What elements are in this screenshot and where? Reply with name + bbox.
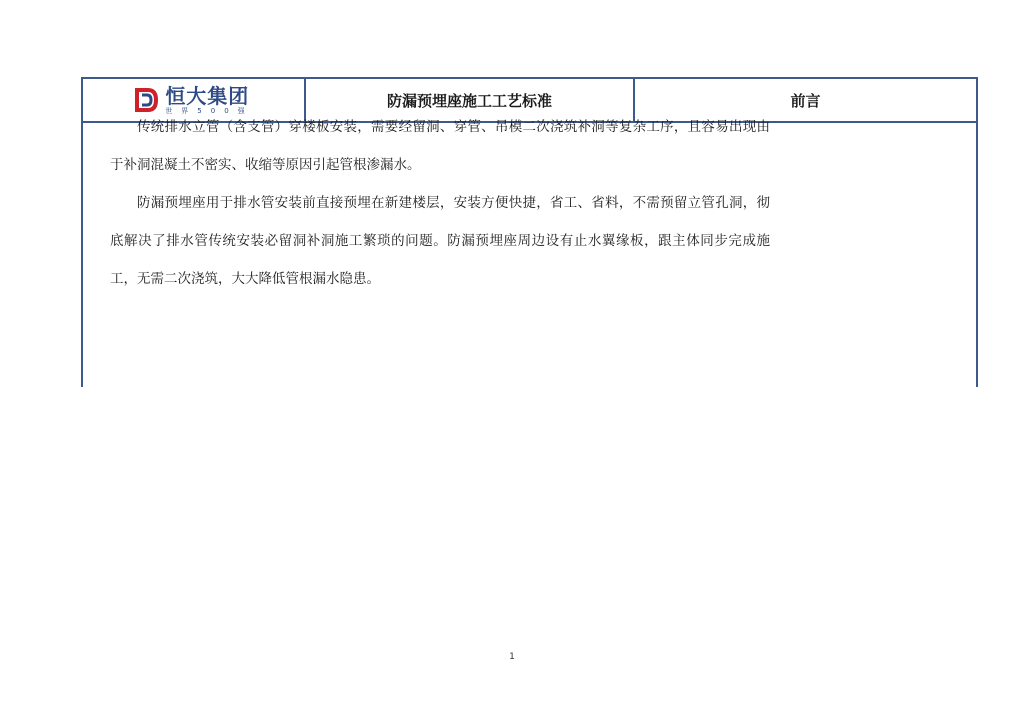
- logo-tagline: 世界500强: [165, 106, 254, 115]
- logo-company-name: 恒大集团: [165, 83, 250, 108]
- paragraph: 防漏预埋座用于排水管安装前直接预埋在新建楼层，安装方便快捷，省工、省料，不需预留立管孔洞，彻底解决了排水管传统安装必留洞补洞施工繁琐的问题。防漏预埋座周边设有止水翼缘板，跟主体同步完成施工，无需二次浇筑，大大降低管根漏水隐患。: [110, 195, 770, 287]
- page-number: 1: [509, 652, 515, 662]
- section-title: 前言: [790, 91, 821, 110]
- document-title: 防漏预埋座施工工艺标准: [306, 79, 635, 121]
- paragraph: 传统排水立管（含支管）穿楼板安装，需要经留洞、穿管、吊模二次浇筑补洞等复杂工序，且容易出现由于补洞混凝土不密实、收缩等原因引起管根渗漏水。: [110, 119, 770, 173]
- document-body: [110, 108, 770, 298]
